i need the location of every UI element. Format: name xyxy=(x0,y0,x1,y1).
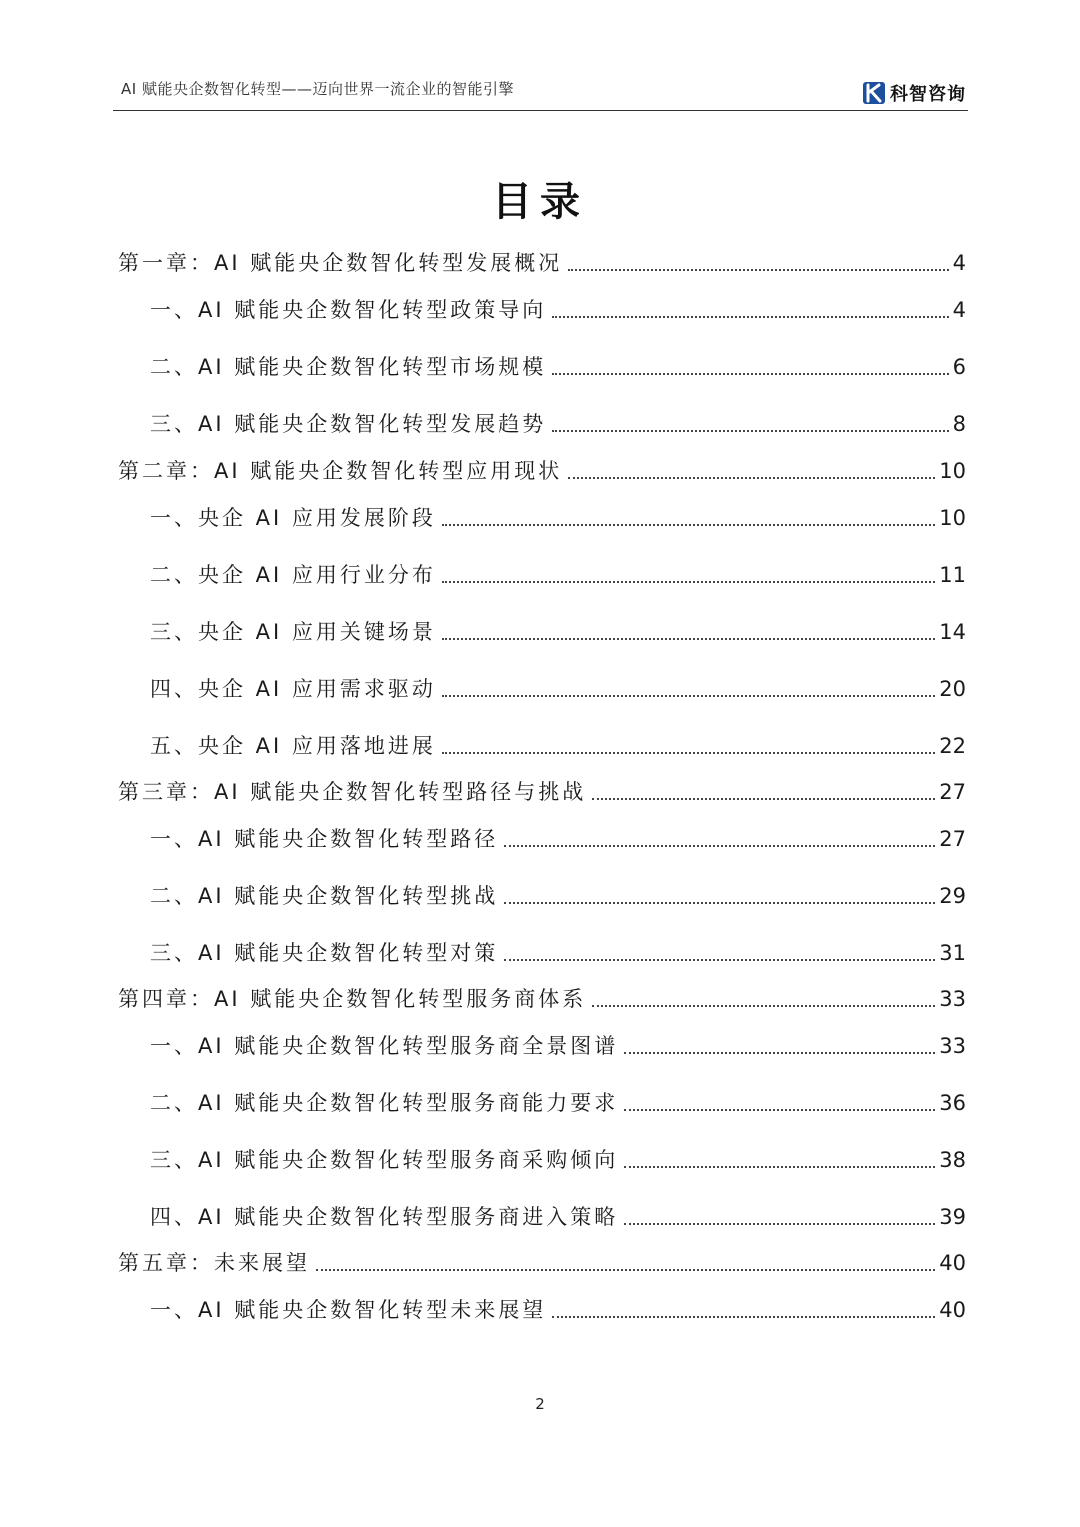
toc-section-entry[interactable] xyxy=(118,1283,966,1323)
toc-chapter-entry[interactable] xyxy=(118,444,966,484)
toc-leader-dots xyxy=(552,1315,935,1318)
toc-leader-dots xyxy=(568,268,948,271)
toc-entry-page: 40 xyxy=(939,1298,966,1322)
toc-leader-dots xyxy=(552,315,948,318)
toc-leader-dots xyxy=(592,1004,935,1007)
toc-section-entry[interactable] xyxy=(118,869,966,909)
toc-entry-page: 33 xyxy=(939,1034,966,1058)
toc-entry-page: 27 xyxy=(939,827,966,851)
toc-entry-label: 一、AI 赋能央企数智化转型路径 xyxy=(150,827,499,851)
toc-entry-page: 8 xyxy=(952,412,966,436)
toc-leader-dots xyxy=(504,958,935,961)
toc-entry-label: 一、央企 AI 应用发展阶段 xyxy=(150,506,436,530)
toc-entry-label: 四、AI 赋能央企数智化转型服务商进入策略 xyxy=(150,1205,619,1229)
toc-leader-dots xyxy=(442,637,935,640)
toc-entry-page: 14 xyxy=(939,620,966,644)
toc-section-entry[interactable] xyxy=(118,548,966,588)
toc-entry-label: 一、AI 赋能央企数智化转型未来展望 xyxy=(150,1298,547,1322)
toc-entry-label: 第五章：未来展望 xyxy=(118,1251,310,1275)
toc-chapter-entry[interactable] xyxy=(118,1236,966,1276)
toc-entry-label: 一、AI 赋能央企数智化转型政策导向 xyxy=(150,298,547,322)
toc-leader-dots xyxy=(624,1108,935,1111)
toc-chapter-entry[interactable] xyxy=(118,765,966,805)
toc-leader-dots xyxy=(442,580,935,583)
toc-entry-page: 10 xyxy=(939,506,966,530)
toc-entry-label: 二、AI 赋能央企数智化转型服务商能力要求 xyxy=(150,1091,619,1115)
toc-entry-page: 20 xyxy=(939,677,966,701)
toc-leader-dots xyxy=(552,372,948,375)
toc-entry-label: 第二章：AI 赋能央企数智化转型应用现状 xyxy=(118,459,563,483)
page-header xyxy=(113,70,968,111)
toc-leader-dots xyxy=(442,523,935,526)
toc-leader-dots xyxy=(624,1165,935,1168)
toc-entry-page: 39 xyxy=(939,1205,966,1229)
toc-entry-label: 三、AI 赋能央企数智化转型发展趋势 xyxy=(150,412,547,436)
toc-title: 目录 xyxy=(492,179,588,225)
toc-section-entry[interactable] xyxy=(118,812,966,852)
toc-entry-page: 40 xyxy=(939,1251,966,1275)
toc-entry-label: 四、央企 AI 应用需求驱动 xyxy=(150,677,436,701)
toc-entry-page: 38 xyxy=(939,1148,966,1172)
toc-chapter-entry[interactable] xyxy=(118,236,966,276)
toc-entry-page: 36 xyxy=(939,1091,966,1115)
toc-entry-page: 4 xyxy=(952,251,966,275)
toc-section-entry[interactable] xyxy=(118,605,966,645)
toc-entry-label: 一、AI 赋能央企数智化转型服务商全景图谱 xyxy=(150,1034,619,1058)
toc-section-entry[interactable] xyxy=(118,1133,966,1173)
toc-section-entry[interactable] xyxy=(118,719,966,759)
toc-leader-dots xyxy=(592,797,935,800)
toc-leader-dots xyxy=(624,1222,935,1225)
toc-section-entry[interactable] xyxy=(118,1019,966,1059)
toc-entry-page: 22 xyxy=(939,734,966,758)
toc-entry-page: 27 xyxy=(939,780,966,804)
toc-section-entry[interactable] xyxy=(118,1190,966,1230)
toc-entry-page: 6 xyxy=(952,355,966,379)
toc-entry-label: 第一章：AI 赋能央企数智化转型发展概况 xyxy=(118,251,563,275)
toc-leader-dots xyxy=(552,429,948,432)
toc-entry-label: 三、AI 赋能央企数智化转型服务商采购倾向 xyxy=(150,1148,619,1172)
toc-section-entry[interactable] xyxy=(118,1076,966,1116)
logo xyxy=(862,80,966,106)
toc-entry-label: 二、央企 AI 应用行业分布 xyxy=(150,563,436,587)
toc-section-entry[interactable] xyxy=(118,491,966,531)
toc-entry-page: 29 xyxy=(939,884,966,908)
toc-entry-page: 11 xyxy=(939,563,966,587)
page-number: 2 xyxy=(535,1395,545,1413)
toc-chapter-entry[interactable] xyxy=(118,972,966,1012)
toc-section-entry[interactable] xyxy=(118,662,966,702)
toc-section-entry[interactable] xyxy=(118,283,966,323)
toc-leader-dots xyxy=(568,476,935,479)
toc-leader-dots xyxy=(504,901,935,904)
toc-entry-label: 二、AI 赋能央企数智化转型挑战 xyxy=(150,884,499,908)
toc-entry-label: 三、央企 AI 应用关键场景 xyxy=(150,620,436,644)
toc-entry-label: 第三章：AI 赋能央企数智化转型路径与挑战 xyxy=(118,780,587,804)
toc-entry-label: 二、AI 赋能央企数智化转型市场规模 xyxy=(150,355,547,379)
toc-entry-page: 10 xyxy=(939,459,966,483)
toc-leader-dots xyxy=(624,1051,935,1054)
toc-entry-page: 33 xyxy=(939,987,966,1011)
toc-section-entry[interactable] xyxy=(118,397,966,437)
toc-entry-label: 五、央企 AI 应用落地进展 xyxy=(150,734,436,758)
toc-leader-dots xyxy=(504,844,935,847)
toc-leader-dots xyxy=(442,694,935,697)
toc-section-entry[interactable] xyxy=(118,340,966,380)
header-title: AI 赋能央企数智化转型——迈向世界一流企业的智能引擎 xyxy=(121,80,514,98)
k-logo-icon xyxy=(862,81,886,105)
toc-section-entry[interactable] xyxy=(118,926,966,966)
toc-entry-page: 4 xyxy=(952,298,966,322)
toc-entry-label: 三、AI 赋能央企数智化转型对策 xyxy=(150,941,499,965)
toc-entry-page: 31 xyxy=(939,941,966,965)
toc-leader-dots xyxy=(442,751,935,754)
logo-text: 科智咨询 xyxy=(890,84,966,105)
toc-entry-label: 第四章：AI 赋能央企数智化转型服务商体系 xyxy=(118,987,587,1011)
toc-leader-dots xyxy=(316,1268,935,1271)
